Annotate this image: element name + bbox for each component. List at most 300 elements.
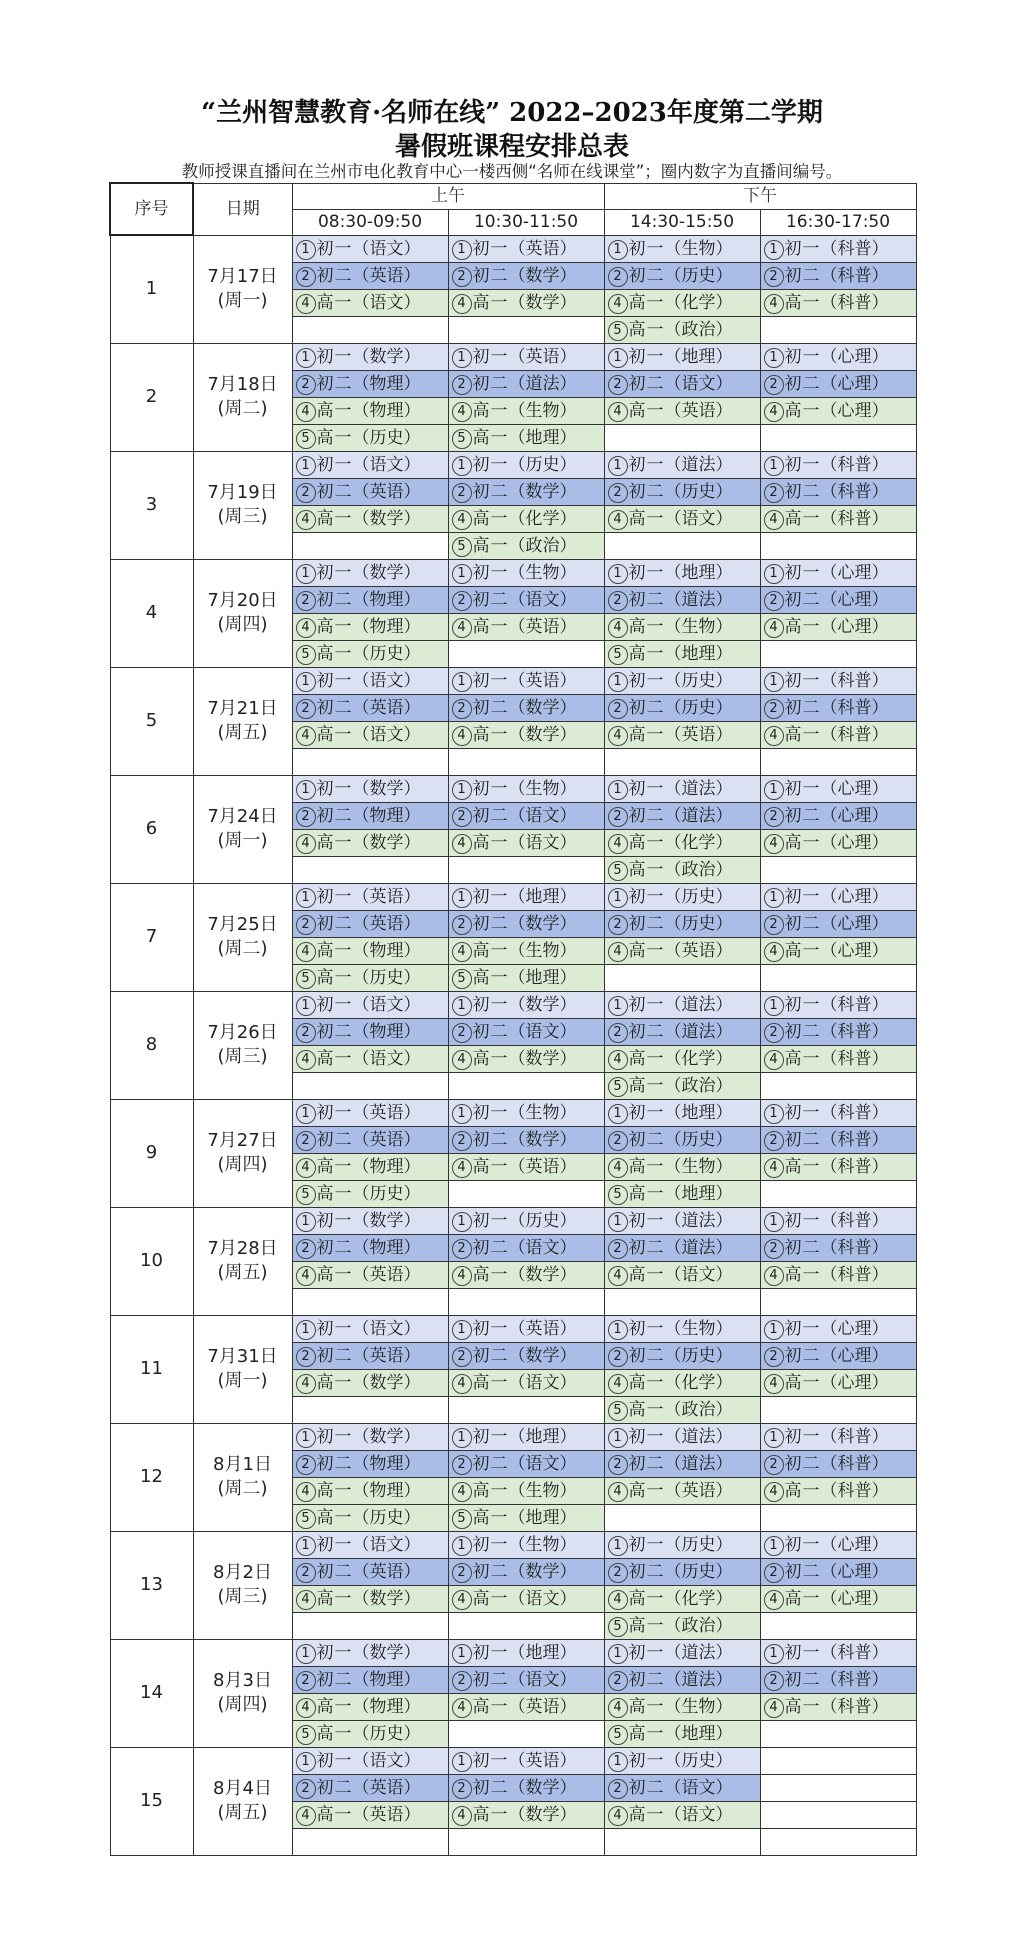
subject-label: 科普 (837, 1156, 872, 1177)
room-number: 5 (452, 537, 472, 557)
grade-label: 高一 (784, 1156, 821, 1177)
grade-label: 高一 (628, 1048, 665, 1069)
room-number: 4 (296, 1158, 316, 1178)
room-number: 2 (452, 1023, 472, 1043)
course-cell: 4 高一（心理） (760, 613, 916, 640)
room-number: 1 (608, 1212, 628, 1232)
grade-label: 高一 (628, 643, 665, 664)
room-number: 4 (296, 618, 316, 638)
room-number: 4 (296, 1590, 316, 1610)
subject-label: 心理 (837, 1372, 872, 1393)
course-cell: 4 高一（英语） (604, 1477, 760, 1504)
course-cell: 1 初一（道法） (604, 1639, 760, 1666)
room-number: 2 (764, 591, 784, 611)
room-number: 4 (608, 1806, 628, 1826)
grade-label: 高一 (316, 427, 353, 448)
subject-label: 道法 (681, 1426, 716, 1447)
course-cell: 5 高一（地理） (448, 424, 604, 451)
empty-cell (448, 1828, 604, 1855)
grade-label: 初一 (784, 994, 821, 1015)
course-cell: 1 初一（生物） (604, 1315, 760, 1342)
room-number: 1 (764, 888, 784, 908)
room-number: 4 (452, 1590, 472, 1610)
subject-label: 心理 (837, 346, 872, 367)
room-number: 1 (608, 1752, 628, 1772)
grade-label: 初一 (472, 346, 509, 367)
subject-label: 数学 (525, 292, 560, 313)
course-cell: 2 初二（科普） (760, 1234, 916, 1261)
subject-label: 数学 (369, 1210, 404, 1231)
course-cell: 1 初一（生物） (448, 1531, 604, 1558)
room-number: 2 (296, 375, 316, 395)
room-number: 1 (608, 240, 628, 260)
room-number: 4 (296, 942, 316, 962)
room-number: 2 (452, 1239, 472, 1259)
grade-label: 高一 (472, 1507, 509, 1528)
course-cell: 2 初二（科普） (760, 1018, 916, 1045)
subject-label: 英语 (369, 1345, 404, 1366)
room-number: 2 (608, 807, 628, 827)
day-date (193, 1639, 292, 1747)
day-date (193, 1423, 292, 1531)
empty-cell (604, 748, 760, 775)
subject-label: 物理 (369, 940, 404, 961)
grade-label: 高一 (316, 1183, 353, 1204)
subject-label: 地理 (681, 346, 716, 367)
subject-label: 道法 (681, 1210, 716, 1231)
day-date (193, 451, 292, 559)
room-number: 4 (764, 1266, 784, 1286)
subject-label: 语文 (369, 724, 404, 745)
room-number: 2 (608, 1239, 628, 1259)
room-number: 5 (608, 645, 628, 665)
empty-cell (604, 424, 760, 451)
course-cell: 2 初二（道法） (604, 586, 760, 613)
room-number: 2 (296, 1779, 316, 1799)
room-number: 5 (608, 321, 628, 341)
course-cell: 5 高一（历史） (292, 1180, 448, 1207)
course-cell: 4 高一（语文） (604, 505, 760, 532)
empty-cell (604, 532, 760, 559)
grade-label: 初一 (628, 346, 665, 367)
room-number: 5 (608, 1617, 628, 1637)
room-number: 1 (608, 456, 628, 476)
room-number: 4 (296, 1698, 316, 1718)
grade-label: 初一 (316, 1534, 353, 1555)
subject-label: 科普 (837, 1021, 872, 1042)
room-number: 2 (452, 807, 472, 827)
subject-label: 生物 (525, 562, 560, 583)
subject-label: 数学 (369, 1426, 404, 1447)
room-number: 2 (608, 591, 628, 611)
empty-cell (760, 1828, 916, 1855)
course-cell: 2 初二（心理） (760, 586, 916, 613)
day-index: 14 (110, 1639, 193, 1747)
room-number: 1 (764, 1320, 784, 1340)
course-cell: 2 初二（数学） (448, 910, 604, 937)
grade-label: 初一 (316, 1102, 353, 1123)
grade-label: 高一 (784, 292, 821, 313)
subject-label: 科普 (837, 1264, 872, 1285)
date-text: 7月25日 (207, 914, 278, 935)
day-index: 6 (110, 775, 193, 883)
grade-label: 初一 (316, 1642, 353, 1663)
subject-label: 语文 (369, 1750, 404, 1771)
subject-label: 历史 (681, 481, 716, 502)
course-cell: 4 高一（科普） (760, 1045, 916, 1072)
room-number: 1 (764, 780, 784, 800)
grade-label: 高一 (472, 832, 509, 853)
course-cell: 2 初二（数学） (448, 1342, 604, 1369)
room-number: 1 (764, 348, 784, 368)
room-number: 1 (608, 996, 628, 1016)
grade-label: 高一 (628, 1075, 665, 1096)
course-cell: 1 初一（心理） (760, 775, 916, 802)
course-cell: 5 高一（历史） (292, 964, 448, 991)
subject-label: 科普 (837, 1048, 872, 1069)
subject-label: 语文 (525, 1372, 560, 1393)
header-morning: 上午 (292, 183, 604, 209)
subject-label: 物理 (369, 805, 404, 826)
empty-cell (604, 964, 760, 991)
room-number: 2 (296, 591, 316, 611)
grade-label: 初一 (784, 1210, 821, 1231)
subject-label: 科普 (837, 994, 872, 1015)
subject-label: 生物 (681, 1318, 716, 1339)
subject-label: 生物 (525, 1102, 560, 1123)
subject-label: 英语 (681, 400, 716, 421)
room-number: 2 (452, 591, 472, 611)
course-cell: 1 初一（地理） (448, 883, 604, 910)
weekday-text: (周三) (217, 506, 268, 527)
day-date (193, 1207, 292, 1315)
course-cell: 1 初一（生物） (448, 559, 604, 586)
room-number: 4 (296, 294, 316, 314)
subject-label: 地理 (525, 967, 560, 988)
room-number: 1 (608, 1104, 628, 1124)
subject-label: 语文 (369, 1318, 404, 1339)
grade-label: 高一 (784, 1588, 821, 1609)
room-number: 4 (296, 1266, 316, 1286)
room-number: 1 (296, 1212, 316, 1232)
grade-label: 高一 (784, 1264, 821, 1285)
room-number: 4 (608, 1266, 628, 1286)
subject-label: 历史 (681, 1561, 716, 1582)
grade-label: 高一 (316, 940, 353, 961)
course-cell: 5 高一（地理） (604, 1720, 760, 1747)
subject-label: 物理 (369, 1021, 404, 1042)
room-number: 2 (296, 1347, 316, 1367)
empty-cell (448, 316, 604, 343)
grade-label: 初一 (784, 886, 821, 907)
room-number: 4 (608, 1374, 628, 1394)
room-number: 2 (296, 1131, 316, 1151)
grade-label: 初一 (628, 562, 665, 583)
subject-label: 生物 (525, 1480, 560, 1501)
room-number: 2 (296, 1563, 316, 1583)
empty-cell (760, 1720, 916, 1747)
subject-label: 心理 (837, 805, 872, 826)
course-cell: 1 初一（语文） (292, 667, 448, 694)
grade-label: 高一 (472, 400, 509, 421)
grade-label: 初二 (628, 1237, 665, 1258)
room-number: 2 (452, 1779, 472, 1799)
subject-label: 物理 (369, 616, 404, 637)
course-cell: 1 初一（数学） (292, 1423, 448, 1450)
course-cell: 2 初二（物理） (292, 1234, 448, 1261)
room-number: 2 (452, 483, 472, 503)
grade-label: 高一 (628, 1399, 665, 1420)
subject-label: 英语 (525, 670, 560, 691)
subject-label: 科普 (837, 265, 872, 286)
course-cell: 1 初一（语文） (292, 1315, 448, 1342)
course-cell: 1 初一（英语） (448, 1747, 604, 1774)
course-cell: 4 高一（数学） (292, 505, 448, 532)
room-number: 1 (764, 240, 784, 260)
grade-label: 初一 (628, 1426, 665, 1447)
schedule-row (110, 1423, 916, 1450)
subject-label: 英语 (525, 346, 560, 367)
subject-label: 化学 (681, 1588, 716, 1609)
course-cell: 1 初一（心理） (760, 1531, 916, 1558)
room-number: 4 (296, 1050, 316, 1070)
room-number: 1 (452, 888, 472, 908)
course-cell: 5 高一（政治） (604, 856, 760, 883)
grade-label: 初二 (784, 1129, 821, 1150)
subject-label: 英语 (681, 724, 716, 745)
course-cell: 5 高一（政治） (604, 1072, 760, 1099)
empty-cell (760, 964, 916, 991)
course-cell: 2 初二（心理） (760, 910, 916, 937)
day-date (193, 1747, 292, 1855)
course-cell: 4 高一（化学） (604, 289, 760, 316)
empty-cell (448, 1396, 604, 1423)
subject-label: 历史 (681, 1345, 716, 1366)
room-number: 4 (764, 1374, 784, 1394)
subject-label: 数学 (369, 1372, 404, 1393)
grade-label: 初一 (316, 1210, 353, 1231)
grade-label: 高一 (628, 508, 665, 529)
course-cell: 5 高一（地理） (448, 964, 604, 991)
grade-label: 高一 (472, 967, 509, 988)
grade-label: 初二 (316, 1669, 353, 1690)
grade-label: 初二 (784, 1453, 821, 1474)
grade-label: 初一 (316, 454, 353, 475)
course-cell: 5 高一（地理） (604, 1180, 760, 1207)
subject-label: 政治 (681, 319, 716, 340)
subject-label: 科普 (837, 1480, 872, 1501)
room-number: 2 (296, 807, 316, 827)
date-text: 7月24日 (207, 806, 278, 827)
subject-label: 语文 (681, 373, 716, 394)
course-cell: 4 高一（心理） (760, 937, 916, 964)
course-cell: 1 初一（地理） (604, 559, 760, 586)
subject-label: 英语 (369, 1129, 404, 1150)
subject-label: 科普 (837, 1102, 872, 1123)
room-number: 4 (764, 1698, 784, 1718)
subject-label: 化学 (681, 1372, 716, 1393)
empty-cell (448, 640, 604, 667)
room-number: 1 (452, 996, 472, 1016)
grade-label: 初一 (472, 994, 509, 1015)
subject-label: 数学 (525, 1345, 560, 1366)
room-number: 5 (608, 1401, 628, 1421)
room-number: 4 (296, 834, 316, 854)
grade-label: 高一 (784, 724, 821, 745)
room-number: 4 (452, 726, 472, 746)
course-cell: 2 初二（语文） (448, 1234, 604, 1261)
subject-label: 历史 (681, 886, 716, 907)
subject-label: 地理 (525, 427, 560, 448)
course-cell: 1 初一（英语） (448, 667, 604, 694)
room-number: 1 (608, 1644, 628, 1664)
room-number: 2 (764, 699, 784, 719)
subject-label: 地理 (525, 1426, 560, 1447)
room-number: 4 (608, 1050, 628, 1070)
subject-label: 历史 (525, 1210, 560, 1231)
room-number: 1 (296, 780, 316, 800)
course-cell: 4 高一（物理） (292, 1153, 448, 1180)
room-number: 5 (296, 1185, 316, 1205)
room-number: 4 (452, 618, 472, 638)
subject-label: 历史 (369, 1183, 404, 1204)
subject-label: 生物 (525, 778, 560, 799)
grade-label: 初二 (472, 1777, 509, 1798)
course-cell: 4 高一（语文） (448, 1585, 604, 1612)
grade-label: 高一 (628, 1588, 665, 1609)
subject-label: 历史 (681, 670, 716, 691)
subject-label: 语文 (525, 1588, 560, 1609)
course-cell: 4 高一（数学） (448, 1801, 604, 1828)
room-number: 2 (764, 915, 784, 935)
subject-label: 英语 (369, 1561, 404, 1582)
subject-label: 物理 (369, 373, 404, 394)
grade-label: 高一 (316, 1048, 353, 1069)
subject-label: 语文 (369, 1048, 404, 1069)
grade-label: 高一 (628, 1804, 665, 1825)
day-index: 7 (110, 883, 193, 991)
grade-label: 初二 (472, 913, 509, 934)
grade-label: 初二 (316, 1237, 353, 1258)
course-cell: 4 高一（数学） (292, 1369, 448, 1396)
grade-label: 初二 (628, 1345, 665, 1366)
room-number: 4 (608, 510, 628, 530)
grade-label: 初二 (628, 481, 665, 502)
course-cell: 4 高一（英语） (292, 1801, 448, 1828)
grade-label: 初二 (316, 1345, 353, 1366)
course-cell: 2 初二（英语） (292, 478, 448, 505)
grade-label: 初一 (316, 562, 353, 583)
subject-label: 英语 (369, 697, 404, 718)
room-number: 2 (296, 1239, 316, 1259)
grade-label: 初一 (784, 1102, 821, 1123)
grade-label: 初二 (472, 1669, 509, 1690)
room-number: 1 (764, 1428, 784, 1448)
course-cell: 4 高一（物理） (292, 397, 448, 424)
subject-label: 心理 (837, 886, 872, 907)
subject-label: 科普 (837, 454, 872, 475)
course-cell: 2 初二（科普） (760, 1450, 916, 1477)
course-cell: 1 初一（数学） (292, 1207, 448, 1234)
grade-label: 高一 (316, 1156, 353, 1177)
grade-label: 高一 (316, 724, 353, 745)
grade-label: 高一 (472, 616, 509, 637)
weekday-text: (周五) (217, 722, 268, 743)
grade-label: 高一 (316, 508, 353, 529)
grade-label: 初二 (472, 697, 509, 718)
course-cell: 4 高一（数学） (292, 1585, 448, 1612)
subject-label: 数学 (525, 265, 560, 286)
course-cell: 4 高一（英语） (604, 937, 760, 964)
room-number: 1 (296, 1752, 316, 1772)
subject-label: 数学 (525, 1048, 560, 1069)
course-cell: 1 初一（道法） (604, 1207, 760, 1234)
course-cell: 1 初一（语文） (292, 1531, 448, 1558)
course-cell: 4 高一（语文） (292, 721, 448, 748)
subject-label: 地理 (681, 1102, 716, 1123)
course-cell: 1 初一（科普） (760, 235, 916, 262)
room-number: 2 (764, 807, 784, 827)
course-cell: 2 初二（道法） (604, 1234, 760, 1261)
course-cell: 1 初一（历史） (604, 1531, 760, 1558)
grade-label: 初一 (316, 1318, 353, 1339)
room-number: 4 (764, 510, 784, 530)
grade-label: 初二 (472, 265, 509, 286)
grade-label: 初二 (784, 1345, 821, 1366)
subject-label: 历史 (681, 697, 716, 718)
subject-label: 科普 (837, 1129, 872, 1150)
header-date: 日期 (193, 183, 292, 235)
course-cell: 2 初二（语文） (604, 1774, 760, 1801)
course-cell: 4 高一（语文） (292, 1045, 448, 1072)
room-number: 2 (296, 1671, 316, 1691)
subject-label: 英语 (369, 1264, 404, 1285)
course-cell: 2 初二（英语） (292, 1558, 448, 1585)
subject-label: 心理 (837, 1561, 872, 1582)
course-cell: 4 高一（生物） (448, 1477, 604, 1504)
subject-label: 英语 (525, 1750, 560, 1771)
room-number: 1 (296, 888, 316, 908)
room-number: 1 (452, 240, 472, 260)
day-date (193, 1531, 292, 1639)
subject-label: 科普 (837, 697, 872, 718)
subject-label: 英语 (681, 940, 716, 961)
course-cell: 4 高一（科普） (760, 1477, 916, 1504)
room-number: 2 (452, 699, 472, 719)
course-cell: 4 高一（语文） (448, 1369, 604, 1396)
course-cell: 2 初二（物理） (292, 1666, 448, 1693)
room-number: 1 (608, 1536, 628, 1556)
weekday-text: (周五) (217, 1802, 268, 1823)
grade-label: 初一 (472, 1210, 509, 1231)
room-number: 2 (764, 483, 784, 503)
grade-label: 初二 (628, 1561, 665, 1582)
grade-label: 初二 (472, 1345, 509, 1366)
grade-label: 初二 (628, 373, 665, 394)
course-cell: 1 初一（科普） (760, 1099, 916, 1126)
room-number: 1 (296, 564, 316, 584)
course-cell: 1 初一（数学） (292, 343, 448, 370)
room-number: 1 (296, 348, 316, 368)
day-index: 2 (110, 343, 193, 451)
grade-label: 初二 (472, 805, 509, 826)
grade-label: 高一 (472, 1264, 509, 1285)
empty-cell (292, 316, 448, 343)
room-number: 1 (452, 1428, 472, 1448)
weekday-text: (周三) (217, 1586, 268, 1607)
subject-label: 数学 (369, 508, 404, 529)
subject-label: 历史 (681, 265, 716, 286)
